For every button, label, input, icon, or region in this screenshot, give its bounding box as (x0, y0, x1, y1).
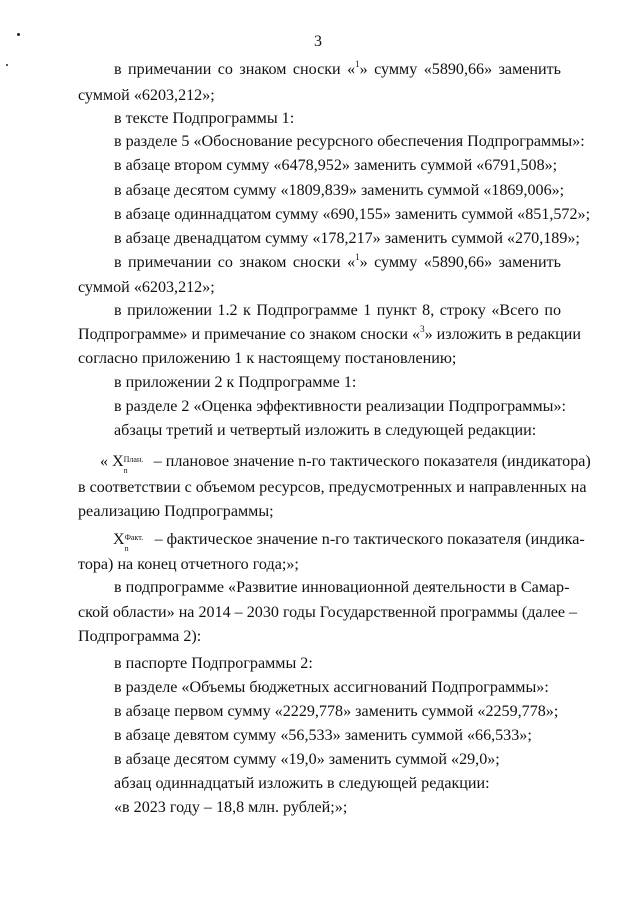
text-line: в абзаце первом сумму «2229,778» заменить суммой «2259,778»; (114, 703, 559, 720)
text-line: в тексте Подпрограммы 1: (114, 110, 295, 127)
formula-x-plan: X (112, 453, 124, 470)
text-line: в абзаце девятом сумму «56,533» заменить суммой «66,533»; (114, 727, 532, 744)
text-line: реализацию Подпрограммы; (78, 503, 274, 520)
text-line: в абзаце одиннадцатом сумму «690,155» заменить суммой «851,572»; (114, 206, 591, 223)
text-line: в разделе 2 «Оценка эффективности реализации Подпрограммы»: (114, 398, 566, 415)
text-line: суммой «6203,212»; (78, 87, 215, 104)
formula-x-fact: X (113, 531, 125, 548)
text-line: X Факт. n – фактическое значение n-го тактического показателя (индика- (113, 531, 585, 553)
text-line: « X План. n – плановое значение n-го тактического показателя (индикатора) (100, 453, 591, 475)
text-line: в абзаце десятом сумму «1809,839» заменить суммой «1869,006»; (114, 182, 565, 199)
text-line: ской области» на 2014 – 2030 годы Государственной программы (далее – (78, 604, 578, 621)
text-line: в разделе 5 «Обоснование ресурсного обеспечения Подпрограммы»: (114, 133, 585, 150)
text-line: в абзаце десятом сумму «19,0» заменить суммой «29,0»; (114, 751, 500, 768)
text-line: согласно приложению 1 к настоящему постановлению; (78, 350, 457, 367)
text-line: в абзаце втором сумму «6478,952» заменить суммой «6791,508»; (114, 157, 558, 174)
scan-dot (6, 64, 8, 66)
text-line: абзацы третий и четвертый изложить в следующей редакции: (114, 422, 537, 439)
text-line: Подпрограмма 2): (78, 628, 202, 645)
text-line: тора) на конец отчетного года;»; (78, 556, 299, 573)
page-number: 3 (314, 33, 322, 50)
text-line: в приложении 2 к Подпрограмме 1: (114, 374, 357, 391)
text-line: «в 2023 году – 18,8 млн. рублей;»; (114, 799, 348, 816)
text-line: в примечании со знаком сноски «$^1$» сумму «5890,66» заменить (114, 252, 561, 271)
text-line: в подпрограмме «Развитие инновационной деятельности в Самар- (114, 579, 570, 596)
text-line: суммой «6203,212»; (78, 279, 215, 296)
text-line: в разделе «Объемы бюджетных ассигнований Подпрограммы»: (114, 679, 549, 696)
text-line: в паспорте Подпрограммы 2: (114, 655, 313, 672)
text-line: в абзаце двенадцатом сумму «178,217» заменить суммой «270,189»; (114, 230, 580, 247)
text-line: в соответствии с объемом ресурсов, предусмотренных и направленных на (78, 479, 587, 496)
text-line: в приложении 1.2 к Подпрограмме 1 пункт 8, строку «Всего по (114, 302, 561, 319)
text-line: абзац одиннадцатый изложить в следующей редакции: (114, 775, 490, 792)
scan-dot (17, 33, 20, 36)
text-line: в примечании со знаком сноски «$^1$» сумму «5890,66» заменить (114, 59, 561, 78)
text-line: Подпрограмме» и примечание со знаком сноски «$^3$» изложить в редакции (78, 324, 581, 343)
